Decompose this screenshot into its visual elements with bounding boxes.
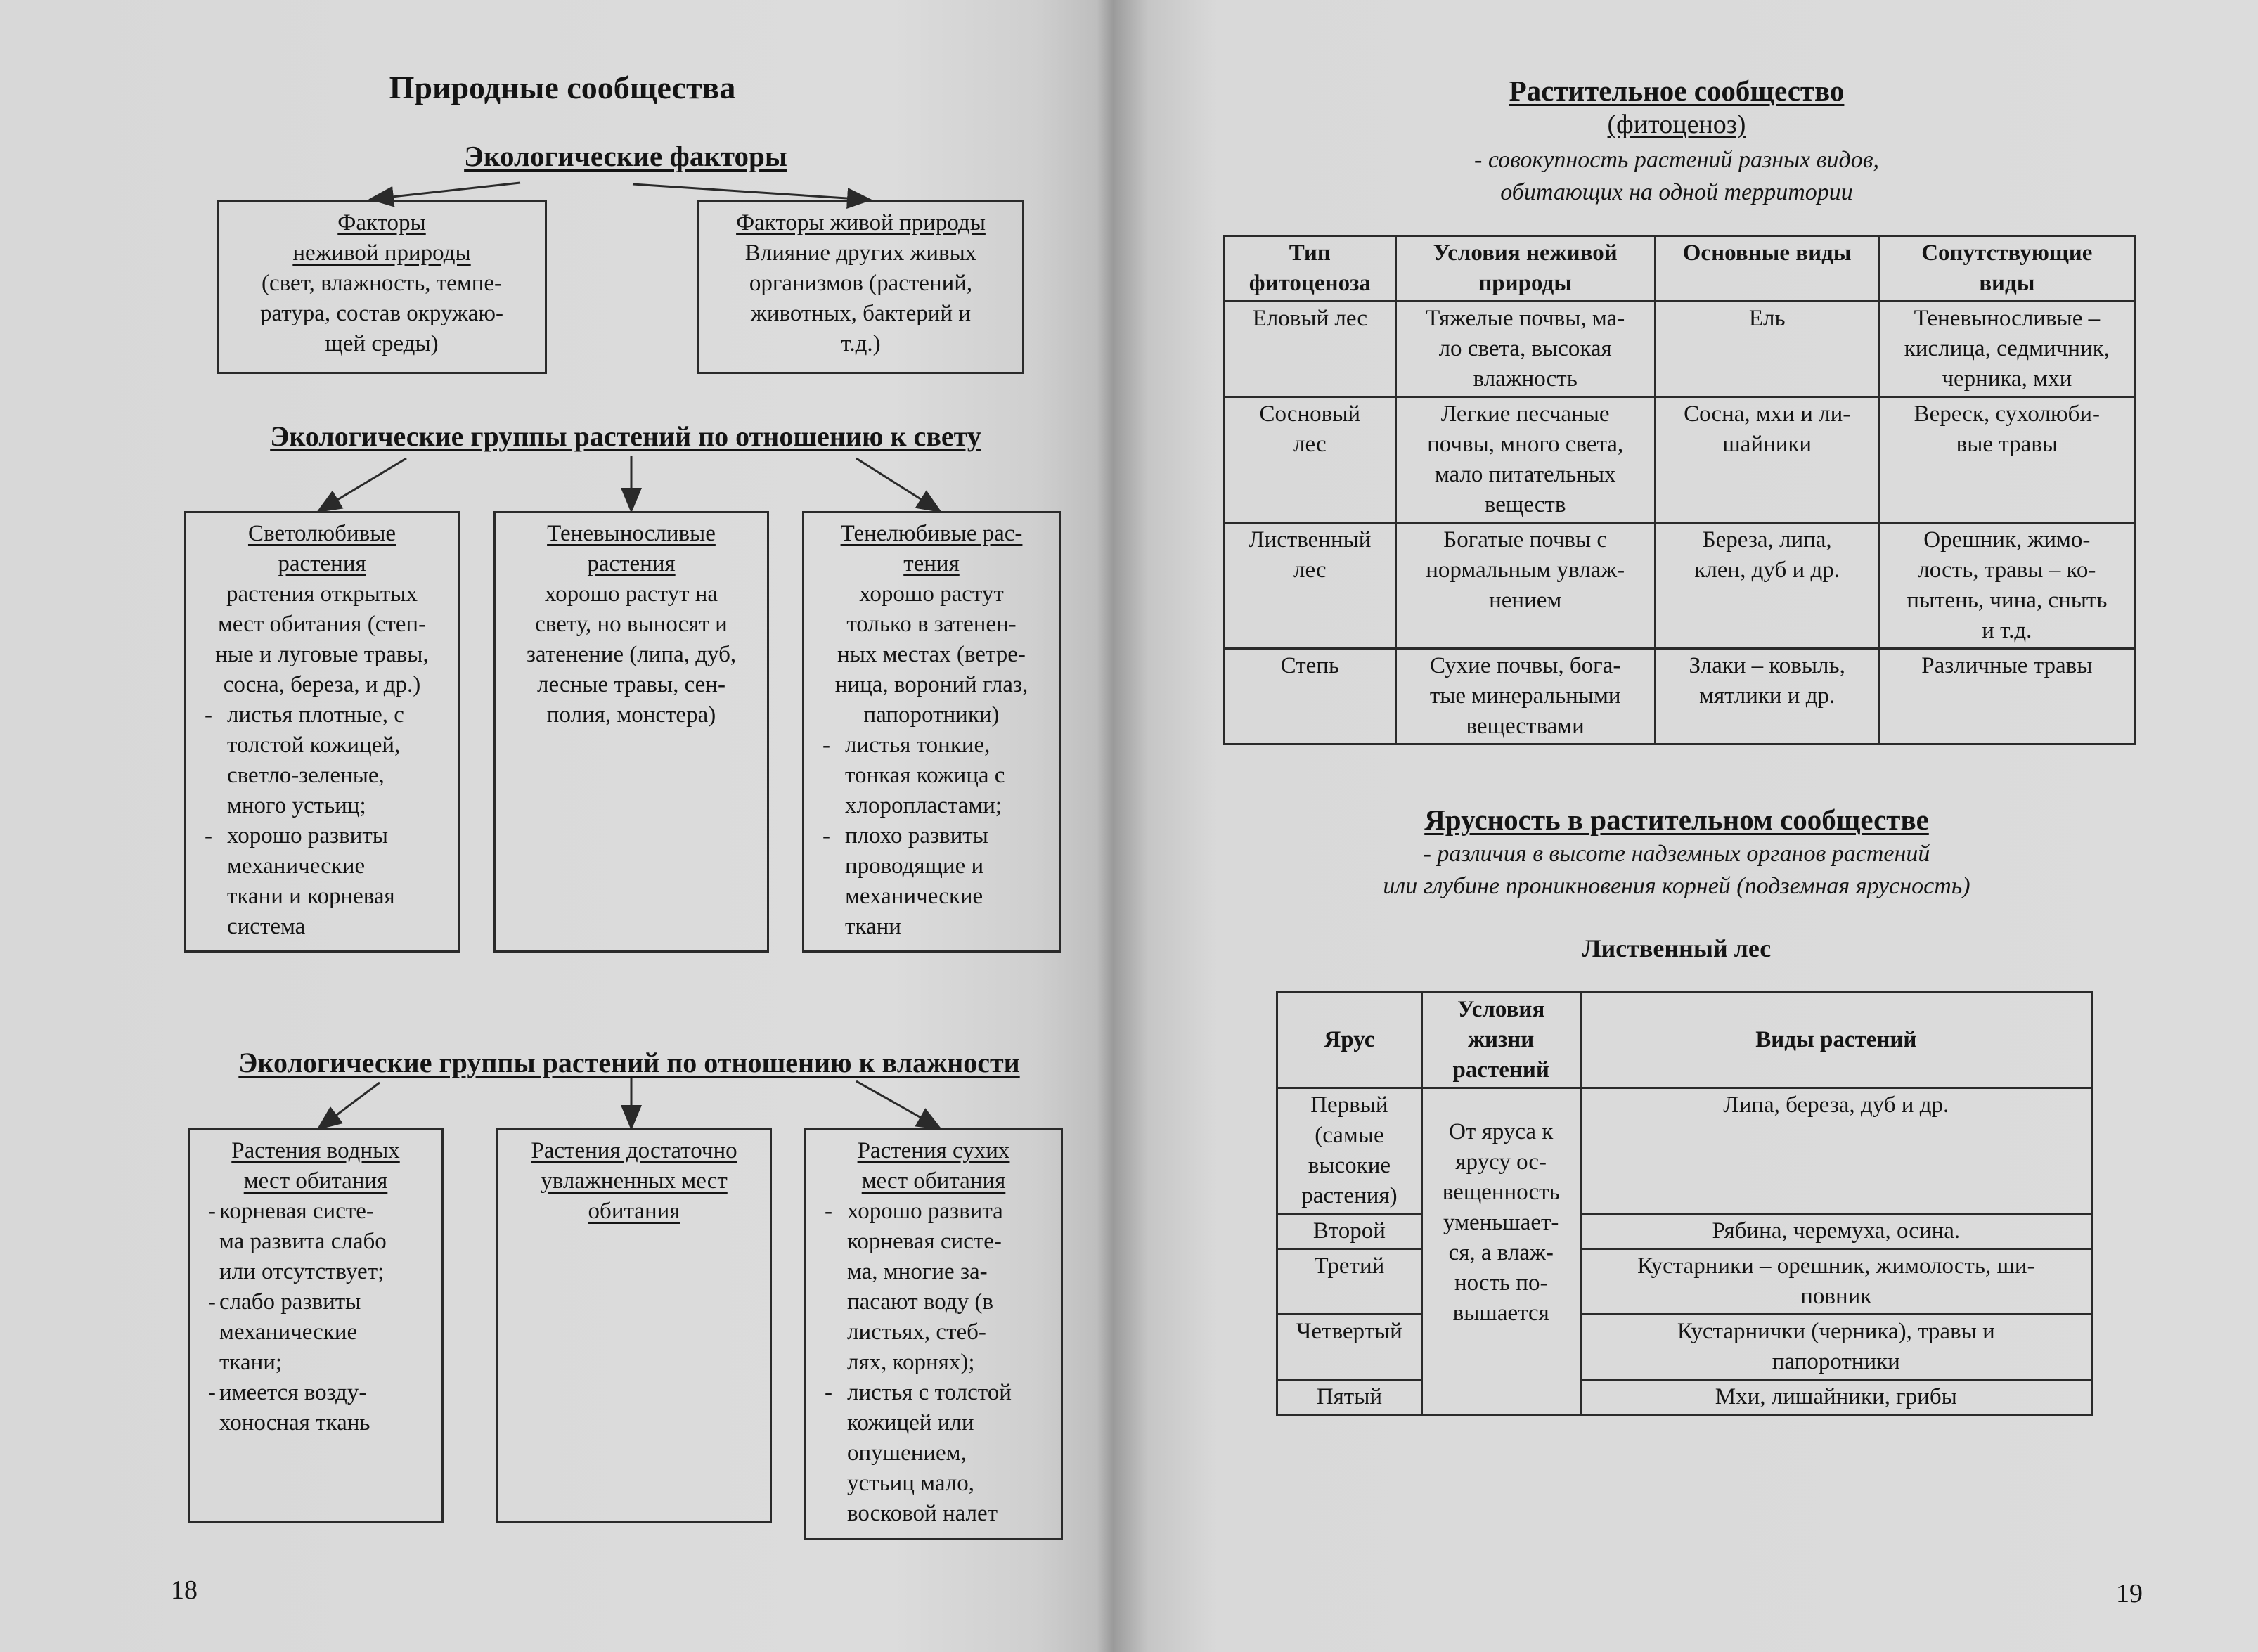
biotic-line: т.д.) — [841, 331, 881, 356]
tier-cell: Первый (самые высокие растения) — [1277, 1088, 1422, 1214]
bullet-line: проводящие и — [845, 853, 984, 879]
group-line: полия, монстера) — [546, 702, 716, 728]
shade-loving-box — [802, 511, 1061, 953]
group-title: мест обитания — [243, 1168, 388, 1194]
bullet-line: опушением, — [847, 1440, 967, 1466]
species-cell: Рябина, черемуха, осина. — [1580, 1214, 2091, 1249]
biotic-line: Влияние других живых — [744, 240, 977, 266]
bullet-line: много устьиц; — [227, 793, 366, 818]
header-cell: Виды растений — [1580, 993, 2091, 1088]
bullet-line: - листья плотные, с — [227, 702, 404, 728]
bullet-line: кожицей или — [847, 1410, 974, 1435]
abiotic-line: ратура, состав окружаю- — [259, 301, 504, 326]
definition-line: или глубине проникновения корней (подземная ярусность) — [1383, 873, 1970, 899]
biotic-factors-box — [697, 200, 1024, 374]
group-title: Растения достаточно — [531, 1138, 737, 1163]
bullet-line: механические — [219, 1319, 358, 1345]
group-line: ные и луговые травы, — [215, 642, 429, 667]
bullet-line: - корневая систе- — [219, 1199, 374, 1224]
bullet-line: ткани — [845, 914, 901, 939]
group-title: Растения водных — [231, 1138, 400, 1163]
bullet-line: механические — [227, 853, 366, 879]
group-title: обитания — [588, 1199, 680, 1224]
bullet-line: - слабо развиты — [219, 1289, 361, 1315]
bullet-item — [811, 730, 1052, 821]
bullet-item — [813, 1378, 1054, 1529]
bullet-line: восковой налет — [847, 1501, 998, 1526]
table-cell: Богатые почвы с нормальным увлаж- нением — [1395, 523, 1655, 649]
table-row — [1225, 649, 2135, 744]
group-title: Теневыносливые — [547, 521, 716, 546]
table-cell: Вереск, сухолюби- вые травы — [1879, 397, 2134, 523]
biotic-line: животных, бактерий и — [751, 301, 971, 326]
abiotic-line: щей среды) — [325, 331, 439, 356]
species-cell: Кустарники – орешник, жимолость, ши- повник — [1580, 1249, 2091, 1315]
layering-title: Ярусность в растительном сообществе — [1424, 804, 1929, 836]
species-cell: Кустарнички (черника), травы и папоротники — [1580, 1315, 2091, 1380]
table-cell: Злаки – ковыль, мятлики и др. — [1655, 649, 1879, 744]
eco-factors-title: Экологические факторы — [464, 140, 787, 172]
table-header-row — [1277, 993, 2092, 1088]
bullet-line: - хорошо развиты — [227, 823, 388, 848]
group-line: лесные травы, сен- — [537, 672, 725, 697]
bullet-line: - имеется возду- — [219, 1380, 367, 1405]
bullet-line: лях, корнях); — [847, 1350, 975, 1375]
table-row — [1225, 397, 2135, 523]
header-cell: Сопутствующие виды — [1879, 236, 2134, 302]
table-cell: Еловый лес — [1225, 302, 1396, 397]
group-line: хорошо растут — [859, 581, 1004, 607]
group-title: мест обитания — [861, 1168, 1006, 1194]
definition-line: - совокупность растений разных видов, — [1474, 147, 1879, 173]
bullet-line: - плохо развиты — [845, 823, 988, 848]
table-row — [1277, 1214, 2092, 1249]
tier-cell: Второй — [1277, 1214, 1422, 1249]
tier-cell: Четвертый — [1277, 1315, 1422, 1380]
left-page — [0, 0, 1114, 1652]
bullet-item — [197, 1287, 434, 1378]
definition-line: - различия в высоте надземных органов растений — [1423, 841, 1930, 867]
group-line: свету, но выносят и — [535, 612, 728, 637]
table-cell: Лиственный лес — [1225, 523, 1396, 649]
group-title: увлажненных мест — [541, 1168, 728, 1194]
bullet-line: или отсутствует; — [219, 1259, 385, 1284]
table-cell: Тяжелые почвы, ма- ло света, высокая влажность — [1395, 302, 1655, 397]
table-row — [1277, 1088, 2092, 1214]
abiotic-factors-box — [217, 200, 547, 374]
abiotic-title-2: неживой природы — [292, 240, 471, 266]
group-line: мест обитания (степ- — [217, 612, 427, 637]
definition-line: обитающих на одной территории — [1500, 179, 1853, 205]
bullet-line: пасают воду (в — [847, 1289, 993, 1315]
table-cell: Теневыносливые – кислица, седмичник, черника, мхи — [1879, 302, 2134, 397]
bullet-list — [811, 730, 1052, 942]
bullet-item — [197, 1196, 434, 1287]
bullet-line: система — [227, 914, 306, 939]
group-line: папоротники) — [863, 702, 1000, 728]
table-cell: Сосновый лес — [1225, 397, 1396, 523]
page-number-right: 19 — [2116, 1579, 2143, 1608]
header-cell: Условия жизни растений — [1421, 993, 1580, 1088]
bullet-list — [197, 1196, 434, 1438]
group-title: растения — [587, 551, 676, 576]
header-cell: Основные виды — [1655, 236, 1879, 302]
bullet-line: - хорошо развита — [847, 1199, 1003, 1224]
bullet-line: устьиц мало, — [847, 1471, 975, 1496]
species-cell: Липа, береза, дуб и др. — [1580, 1088, 2091, 1214]
header-cell: Тип фитоценоза — [1225, 236, 1396, 302]
group-title: Растения сухих — [857, 1138, 1010, 1163]
shade-tolerant-box — [493, 511, 769, 953]
tier-cell: Пятый — [1277, 1380, 1422, 1415]
bullet-item — [193, 700, 451, 821]
table-row — [1225, 302, 2135, 397]
conditions-cell: От яруса к ярусу ос- вещенность уменьшает- ся, а влаж- ность по- вышается — [1421, 1088, 1580, 1415]
header-cell: Ярус — [1277, 993, 1422, 1088]
bullet-line: - листья тонкие, — [845, 733, 991, 758]
bullet-item — [811, 821, 1052, 942]
species-cell: Мхи, лишайники, грибы — [1580, 1380, 2091, 1415]
moist-plants-box — [496, 1128, 772, 1523]
bullet-line: ткани; — [219, 1350, 283, 1375]
light-loving-box — [184, 511, 460, 953]
bullet-line: - листья с толстой — [847, 1380, 1012, 1405]
page-number-left: 18 — [171, 1575, 198, 1605]
table-row — [1277, 1380, 2092, 1415]
right-page — [1114, 0, 2258, 1652]
bullet-line: тонкая кожица с — [845, 763, 1005, 788]
group-line: растения открытых — [226, 581, 418, 607]
group-line: только в затенен- — [846, 612, 1017, 637]
bullet-item — [197, 1378, 434, 1438]
group-line: сосна, береза, и др.) — [223, 672, 421, 697]
bullet-line: хлоропластами; — [845, 793, 1002, 818]
group-title: Светолюбивые — [247, 521, 396, 546]
phytocenosis-subtitle: (фитоценоз) — [1607, 110, 1746, 139]
bullet-line: светло-зеленые, — [227, 763, 385, 788]
bullet-line: хоносная ткань — [219, 1410, 370, 1435]
light-groups-title: Экологические группы растений по отношению к свету — [270, 420, 981, 452]
group-title: тения — [903, 551, 960, 576]
page-title: Природные сообщества — [389, 70, 736, 105]
table-row — [1277, 1249, 2092, 1315]
table-row — [1225, 523, 2135, 649]
aquatic-plants-box — [188, 1128, 444, 1523]
bullet-line: механические — [845, 884, 983, 909]
abiotic-line: (свет, влажность, темпе- — [261, 271, 503, 296]
table-cell: Орешник, жимо- лость, травы – ко- пытень, чина, сныть и т.д. — [1879, 523, 2134, 649]
bullet-list — [193, 700, 451, 942]
bullet-item — [193, 821, 451, 942]
abiotic-title-1: Факторы — [337, 210, 426, 235]
dry-plants-box — [804, 1128, 1063, 1540]
group-line: затенение (липа, дуб, — [526, 642, 737, 667]
bullet-item — [813, 1196, 1054, 1378]
header-cell: Условия неживой природы — [1395, 236, 1655, 302]
table-cell: Легкие песчаные почвы, много света, мало питательных веществ — [1395, 397, 1655, 523]
table-cell: Ель — [1655, 302, 1879, 397]
bullet-line: ткани и корневая — [227, 884, 395, 909]
moisture-groups-title: Экологические группы растений по отношению к влажности — [238, 1047, 1020, 1078]
table-cell: Сосна, мхи и ли- шайники — [1655, 397, 1879, 523]
biotic-title: Факторы живой природы — [736, 210, 986, 235]
group-line: хорошо растут на — [544, 581, 718, 607]
table-cell: Сухие почвы, бога- тые минеральными веществами — [1395, 649, 1655, 744]
group-title: Тенелюбивые рас- — [840, 521, 1023, 546]
layering-table — [1276, 991, 2093, 1416]
table-header-row — [1225, 236, 2135, 302]
bullet-line: ма развита слабо — [219, 1229, 387, 1254]
phytocenosis-title: Растительное сообщество — [1509, 75, 1845, 107]
table-cell: Береза, липа, клен, дуб и др. — [1655, 523, 1879, 649]
phytocenosis-definition — [1367, 144, 1986, 209]
layering-definition — [1325, 838, 2028, 903]
group-title: растения — [278, 551, 366, 576]
phytocenosis-table — [1223, 235, 2136, 745]
bullet-line: ма, многие за- — [847, 1259, 988, 1284]
deciduous-forest-title: Лиственный лес — [1582, 934, 1772, 962]
biotic-line: организмов (растений, — [749, 271, 973, 296]
group-line: ных местах (ветре- — [837, 642, 1026, 667]
bullet-line: корневая систе- — [847, 1229, 1002, 1254]
table-cell: Степь — [1225, 649, 1396, 744]
table-row — [1277, 1315, 2092, 1380]
tier-cell: Третий — [1277, 1249, 1422, 1315]
bullet-list — [813, 1196, 1054, 1529]
group-line: ница, вороний глаз, — [834, 672, 1028, 697]
table-cell: Различные травы — [1879, 649, 2134, 744]
bullet-line: листьях, стеб- — [847, 1319, 986, 1345]
bullet-line: толстой кожицей, — [227, 733, 401, 758]
